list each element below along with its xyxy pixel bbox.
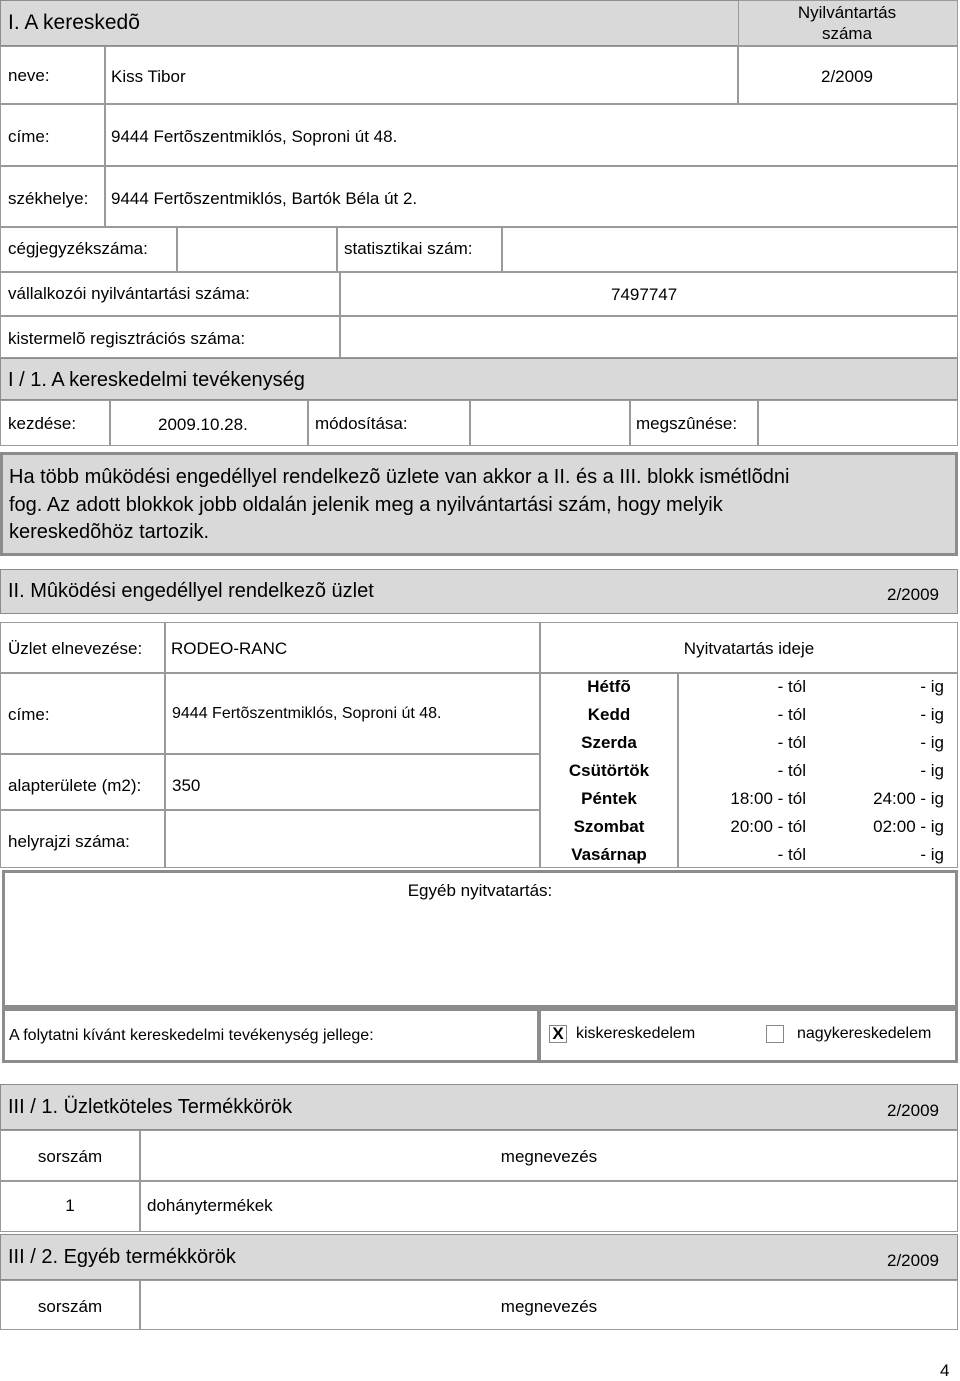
shop-address-value: 9444 Fertõszentmiklós, Soproni út 48. <box>172 705 442 722</box>
wholesale-label: nagykereskedelem <box>797 1025 932 1042</box>
activity-title: I / 1. A kereskedelmi tevékenység <box>8 369 305 391</box>
product-name: dohánytermékek <box>147 1196 273 1215</box>
start-label: kezdése: <box>8 414 77 433</box>
hours-day: Csütörtök <box>568 761 650 780</box>
hours-day: Hétfõ <box>587 677 631 696</box>
other-products-col-name: megnevezés <box>500 1297 598 1316</box>
registry-label-line1: Nyilvántartás <box>797 3 897 22</box>
end-label: megszûnése: <box>636 414 738 433</box>
stat-value-cell[interactable] <box>502 227 958 272</box>
hours-from[interactable]: - tól <box>777 677 806 696</box>
other-products-registry-number: 2/2009 <box>887 1251 939 1270</box>
notice-line3: kereskedõhöz tartozik. <box>9 521 210 543</box>
shop-parcel-value-cell[interactable] <box>165 810 540 868</box>
products-registry-number: 2/2009 <box>887 1101 939 1120</box>
hours-day: Péntek <box>581 789 637 808</box>
hours-to[interactable]: - ig <box>920 845 944 864</box>
entrepreneur-value: 7497747 <box>611 285 678 304</box>
seat-value: 9444 Fertõszentmiklós, Bartók Béla út 2. <box>111 189 418 208</box>
hours-from[interactable]: - tól <box>777 705 806 724</box>
other-products-col-number: sorszám <box>37 1297 103 1316</box>
smallholder-label: kistermelõ regisztrációs száma: <box>8 329 246 348</box>
retail-label: kiskereskedelem <box>576 1025 696 1042</box>
hours-to[interactable]: - ig <box>920 677 944 696</box>
modified-label: módosítása: <box>315 414 408 433</box>
hours-from[interactable]: 20:00 - tól <box>730 817 806 836</box>
seat-label: székhelye: <box>8 189 89 208</box>
registry-label-line2: száma <box>821 24 873 43</box>
end-value-cell[interactable] <box>758 400 958 446</box>
modified-value-cell[interactable] <box>470 400 630 446</box>
hours-day: Vasárnap <box>571 845 647 864</box>
start-value: 2009.10.28. <box>158 415 248 434</box>
wholesale-checkbox[interactable] <box>766 1025 784 1043</box>
hours-day: Szombat <box>573 817 645 836</box>
section-i-title: I. A kereskedõ <box>8 11 140 34</box>
name-value: Kiss Tibor <box>111 67 186 86</box>
products-col-name: megnevezés <box>500 1147 598 1166</box>
hours-title: Nyitvatartás ideje <box>683 639 815 658</box>
address-value: 9444 Fertõszentmiklós, Soproni út 48. <box>111 127 398 146</box>
hours-to[interactable]: - ig <box>920 761 944 780</box>
shop-registry-number: 2/2009 <box>887 585 939 604</box>
hours-to[interactable]: - ig <box>920 705 944 724</box>
shop-title: II. Mûködési engedéllyel rendelkezõ üzlet <box>8 580 374 602</box>
other-hours-label: Egyéb nyitvatartás: <box>407 881 553 900</box>
hours-day: Kedd <box>587 705 631 724</box>
product-number: 1 <box>65 1196 75 1215</box>
other-products-title: III / 2. Egyéb termékkörök <box>8 1246 236 1268</box>
shop-area-label: alapterülete (m2): <box>8 776 142 795</box>
entrepreneur-label: vállalkozói nyilvántartási száma: <box>8 284 250 303</box>
hours-to[interactable]: 24:00 - ig <box>873 789 944 808</box>
hours-to[interactable]: - ig <box>920 733 944 752</box>
hours-day: Szerda <box>581 733 637 752</box>
shop-area-value-cell[interactable] <box>165 754 540 810</box>
hours-from[interactable]: 18:00 - tól <box>730 789 806 808</box>
page-number: 4 <box>940 1361 950 1380</box>
company-reg-value-cell[interactable] <box>177 227 337 272</box>
products-title: III / 1. Üzletköteles Termékkörök <box>8 1096 293 1118</box>
hours-from[interactable]: - tól <box>777 761 806 780</box>
name-label: neve: <box>8 66 50 85</box>
stat-label: statisztikai szám: <box>344 239 473 258</box>
address-label: címe: <box>8 127 50 146</box>
shop-area-value: 350 <box>172 776 201 795</box>
hours-to[interactable]: 02:00 - ig <box>873 817 944 836</box>
company-reg-label: cégjegyzékszáma: <box>8 239 148 258</box>
smallholder-value-cell[interactable] <box>340 316 958 358</box>
hours-from[interactable]: - tól <box>777 733 806 752</box>
notice-line1: Ha több mûködési engedéllyel rendelkezõ üzlete van akkor a II. és a III. blokk ismétlõdni <box>9 466 790 488</box>
shop-name-label: Üzlet elnevezése: <box>8 639 143 658</box>
shop-address-label: címe: <box>8 705 50 724</box>
notice-line2: fog. Az adott blokkok jobb oldalán jelenik meg a nyilvántartási szám, hogy melyik <box>9 494 723 516</box>
shop-parcel-label: helyrajzi száma: <box>8 832 130 851</box>
retail-check-mark: X <box>552 1024 564 1043</box>
registry-number: 2/2009 <box>821 67 873 86</box>
nature-label: A folytatni kívánt kereskedelmi tevékenység jellege: <box>9 1027 374 1044</box>
shop-name-value: RODEO-RANC <box>171 639 288 658</box>
products-col-number: sorszám <box>37 1147 103 1166</box>
name-value-cell[interactable] <box>105 46 738 104</box>
hours-from[interactable]: - tól <box>777 845 806 864</box>
